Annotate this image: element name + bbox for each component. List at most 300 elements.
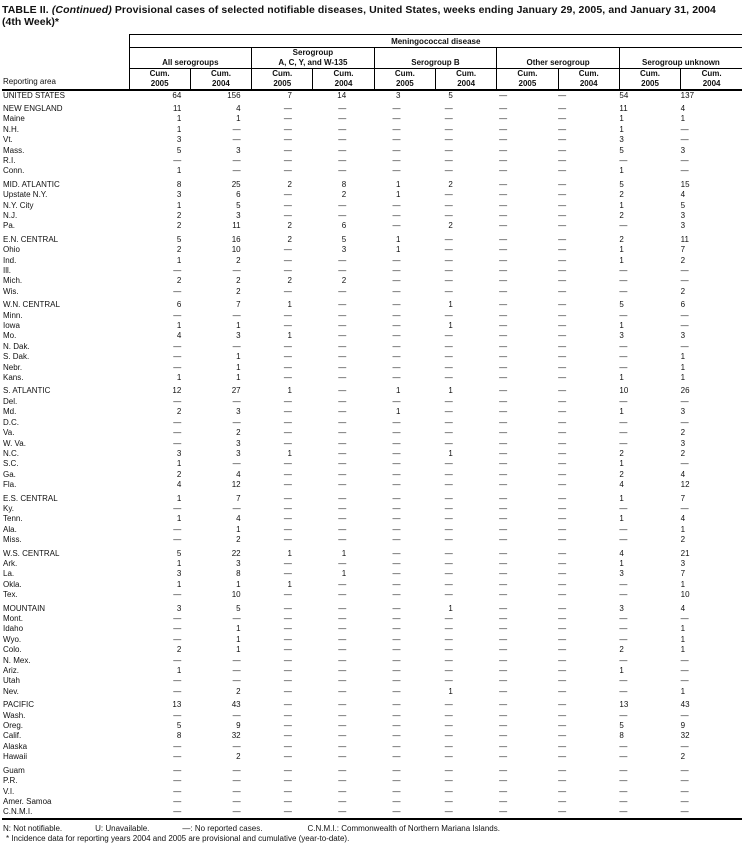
table-row xyxy=(2,407,742,417)
value-cell: — xyxy=(283,124,292,134)
value-cell: — xyxy=(392,796,401,806)
value-cell: — xyxy=(444,480,453,490)
footnote: * Incidence data for reporting years 2004 and 2005 are provisional and cumulative (year-to-date). xyxy=(6,833,350,843)
value-cell: — xyxy=(499,666,508,676)
value-cell: — xyxy=(558,341,567,351)
value-cell: 1 xyxy=(619,166,624,176)
value-cell: — xyxy=(558,310,567,320)
value-cell: — xyxy=(283,569,292,579)
value-cell: — xyxy=(283,503,292,513)
table-row xyxy=(2,439,742,449)
table-row xyxy=(2,614,742,624)
value-cell: 12 xyxy=(231,480,241,490)
value-cell: 22 xyxy=(231,548,241,558)
value-cell: — xyxy=(338,590,347,600)
value-cell: — xyxy=(558,155,567,165)
value-cell: — xyxy=(392,155,401,165)
continued-label: (Continued) xyxy=(51,4,115,16)
value-cell: — xyxy=(558,362,567,372)
value-cell: — xyxy=(283,590,292,600)
value-cell: 1 xyxy=(236,362,241,372)
value-cell: — xyxy=(392,535,401,545)
value-cell: 7 xyxy=(680,569,686,579)
value-cell: 9 xyxy=(236,721,241,731)
value-cell: — xyxy=(392,655,401,665)
value-cell: — xyxy=(338,321,347,331)
value-cell: 1 xyxy=(619,255,624,265)
value-cell: 10 xyxy=(231,245,241,255)
cum-label: Cum. xyxy=(640,69,661,79)
reporting-area-cell: Utah xyxy=(3,676,20,686)
value-cell: — xyxy=(338,655,347,665)
reporting-area-cell: Ohio xyxy=(3,245,20,255)
table-row xyxy=(2,580,742,590)
value-cell: 3 xyxy=(236,145,241,155)
value-cell: — xyxy=(392,645,401,655)
table-row xyxy=(2,156,742,166)
value-cell: — xyxy=(558,438,567,448)
value-cell: — xyxy=(338,331,347,341)
year-label: 2005 xyxy=(273,78,292,88)
value-cell: 2 xyxy=(176,245,182,255)
value-cell: — xyxy=(499,579,508,589)
value-cell: — xyxy=(283,438,292,448)
value-cell: — xyxy=(619,590,628,600)
value-cell: — xyxy=(232,503,241,513)
value-cell: — xyxy=(499,255,508,265)
value-cell: — xyxy=(283,245,292,255)
value-cell: — xyxy=(444,155,453,165)
value-cell: — xyxy=(338,135,347,145)
legend-item: N: Not notifiable. xyxy=(3,823,63,833)
value-cell: 43 xyxy=(231,700,241,710)
region-row xyxy=(2,491,742,504)
value-cell: — xyxy=(619,438,628,448)
value-cell: 5 xyxy=(236,200,241,210)
value-cell: 1 xyxy=(680,373,686,383)
value-cell: 1 xyxy=(619,200,624,210)
value-cell: 3 xyxy=(680,210,686,220)
value-cell: — xyxy=(173,286,182,296)
year-label: 2004 xyxy=(702,78,721,88)
value-cell: — xyxy=(444,614,453,623)
value-cell: 6 xyxy=(680,300,686,310)
value-cell: 2 xyxy=(619,210,624,220)
value-cell: — xyxy=(173,741,182,751)
value-cell: — xyxy=(392,579,401,589)
value-cell: — xyxy=(444,535,453,545)
value-cell: — xyxy=(499,386,508,396)
reporting-area-cell: Ga. xyxy=(3,469,16,479)
value-cell: — xyxy=(619,352,628,362)
value-cell: — xyxy=(232,166,241,176)
value-cell: — xyxy=(283,731,292,741)
value-cell: — xyxy=(435,807,496,818)
value-cell: 1 xyxy=(619,245,624,255)
table-row xyxy=(2,459,742,469)
value-cell: 8 xyxy=(341,179,347,189)
value-cell: 11 xyxy=(680,234,689,244)
reporting-area-cell: Okla. xyxy=(3,579,22,589)
value-cell: — xyxy=(283,407,292,417)
value-cell: — xyxy=(444,579,453,589)
table-row xyxy=(2,635,742,645)
value-cell: 2 xyxy=(287,234,292,244)
region-row xyxy=(2,383,742,396)
value-cell: — xyxy=(338,266,347,275)
value-cell: — xyxy=(173,503,182,513)
value-cell: — xyxy=(499,428,508,438)
value-cell: — xyxy=(338,341,347,351)
value-cell: 6 xyxy=(341,221,347,231)
value-cell: — xyxy=(558,796,567,806)
reporting-area-cell: Oreg. xyxy=(3,721,24,731)
value-cell: — xyxy=(619,786,628,796)
cum-year-header xyxy=(190,69,251,90)
value-cell: — xyxy=(338,255,347,265)
reporting-area-cell: Nev. xyxy=(3,686,19,696)
value-cell: 1 xyxy=(287,448,292,458)
value-cell: — xyxy=(338,469,347,479)
value-cell: — xyxy=(338,373,347,383)
table-row xyxy=(2,731,742,741)
reporting-area-cell: Ark. xyxy=(3,558,18,568)
value-cell: — xyxy=(444,752,453,762)
value-cell: — xyxy=(283,721,292,731)
group-label-line1: Serogroup xyxy=(292,48,334,57)
table-row xyxy=(2,721,742,731)
table-row xyxy=(2,624,742,634)
value-cell: — xyxy=(444,210,453,220)
value-cell: 2 xyxy=(680,535,686,545)
reporting-area-cell: V.I. xyxy=(3,786,15,796)
value-cell: — xyxy=(173,155,182,165)
value-cell: — xyxy=(444,700,453,710)
value-cell: 10 xyxy=(680,590,690,600)
value-cell: — xyxy=(680,310,689,320)
value-cell: 1 xyxy=(448,386,453,396)
reporting-area-cell: Tex. xyxy=(3,590,18,600)
value-cell: 32 xyxy=(680,731,690,741)
value-cell: — xyxy=(444,166,453,176)
reporting-area-cell: Upstate N.Y. xyxy=(3,190,48,200)
value-cell: 2 xyxy=(236,686,241,696)
value-cell: — xyxy=(338,686,347,696)
table-row xyxy=(2,221,742,231)
table-row xyxy=(2,645,742,655)
cum-year-header xyxy=(129,69,190,90)
cum-year-header xyxy=(681,69,742,90)
value-cell: — xyxy=(558,548,567,558)
table-row xyxy=(2,797,742,807)
table-row xyxy=(2,418,742,428)
reporting-area-cell: Iowa xyxy=(3,321,20,331)
value-cell: — xyxy=(444,135,453,145)
value-cell: — xyxy=(283,396,292,406)
value-cell: — xyxy=(680,266,689,275)
value-cell: — xyxy=(283,655,292,665)
value-cell: — xyxy=(619,676,628,686)
value-cell: — xyxy=(338,103,347,113)
value-cell: — xyxy=(499,634,508,644)
cum-label: Cum. xyxy=(456,69,477,79)
value-cell: 5 xyxy=(619,145,624,155)
table-row xyxy=(2,711,742,721)
column-group-acyw135 xyxy=(252,48,375,69)
cum-year-header xyxy=(252,69,313,90)
value-cell: — xyxy=(232,796,241,806)
value-cell: — xyxy=(283,103,292,113)
value-cell: — xyxy=(338,721,347,731)
value-cell: — xyxy=(444,558,453,568)
value-cell: 2 xyxy=(341,190,347,200)
value-cell: — xyxy=(283,362,292,372)
value-cell: — xyxy=(173,417,182,427)
value-cell: 4 xyxy=(680,514,686,524)
value-cell: — xyxy=(338,624,347,634)
value-cell: — xyxy=(499,114,508,124)
value-cell: 3 xyxy=(236,210,241,220)
value-cell: — xyxy=(392,114,401,124)
value-cell: — xyxy=(338,286,347,296)
value-cell: — xyxy=(392,321,401,331)
value-cell: — xyxy=(232,710,241,720)
year-label: 2004 xyxy=(457,78,476,88)
value-cell: 11 xyxy=(619,103,628,113)
value-cell: — xyxy=(444,493,453,503)
table-row xyxy=(2,373,742,383)
reporting-area-cell: N. Mex. xyxy=(3,655,31,665)
value-cell: — xyxy=(558,765,567,775)
cum-label: Cum. xyxy=(210,69,231,79)
value-cell: — xyxy=(680,796,689,806)
value-cell: — xyxy=(283,741,292,751)
value-cell: — xyxy=(232,341,241,351)
table-row xyxy=(2,287,742,297)
reporting-area-cell: Idaho xyxy=(3,624,24,634)
table-row xyxy=(2,559,742,569)
value-cell: 1 xyxy=(396,386,401,396)
value-cell: — xyxy=(444,331,453,341)
table-row xyxy=(2,687,742,697)
value-cell: — xyxy=(392,145,401,155)
value-cell: 4 xyxy=(680,603,686,613)
value-cell: — xyxy=(392,300,401,310)
value-cell: — xyxy=(444,514,453,524)
value-cell: 1 xyxy=(236,645,241,655)
value-cell: — xyxy=(338,155,347,165)
reporting-area-cell: Pa. xyxy=(3,221,16,231)
value-cell: — xyxy=(392,428,401,438)
value-cell: 3 xyxy=(341,245,347,255)
value-cell: — xyxy=(499,448,508,458)
value-cell: 4 xyxy=(176,480,182,490)
value-cell: — xyxy=(338,796,347,806)
region-row xyxy=(2,232,742,245)
value-cell: — xyxy=(283,469,292,479)
value-cell: — xyxy=(283,166,292,176)
value-cell: 8 xyxy=(236,569,241,579)
value-cell: — xyxy=(338,558,347,568)
value-cell: — xyxy=(558,221,567,231)
reporting-area-cell: MID. ATLANTIC xyxy=(3,179,60,189)
value-cell: — xyxy=(392,373,401,383)
value-cell: — xyxy=(499,700,508,710)
table-row xyxy=(2,146,742,156)
value-cell: 5 xyxy=(176,548,182,558)
legend xyxy=(2,824,740,834)
table-row xyxy=(2,201,742,211)
value-cell: — xyxy=(283,155,292,165)
region-row xyxy=(2,297,742,310)
value-cell: 2 xyxy=(176,276,182,286)
value-cell: — xyxy=(232,614,241,623)
value-cell: — xyxy=(444,710,453,720)
value-cell: 1 xyxy=(396,190,401,200)
value-cell: — xyxy=(232,310,241,320)
value-cell: — xyxy=(558,145,567,155)
value-cell: — xyxy=(392,448,401,458)
value-cell: — xyxy=(338,114,347,124)
value-cell: — xyxy=(392,624,401,634)
value-cell: — xyxy=(232,396,241,406)
value-cell: — xyxy=(283,634,292,644)
value-cell: — xyxy=(338,614,347,623)
value-cell: — xyxy=(283,765,292,775)
value-cell: — xyxy=(619,221,628,231)
value-cell: 5 xyxy=(176,234,182,244)
value-cell: — xyxy=(680,276,689,286)
value-cell: — xyxy=(558,276,567,286)
value-cell: — xyxy=(558,666,567,676)
table-row xyxy=(2,656,742,666)
value-cell: — xyxy=(283,614,292,623)
table-row xyxy=(2,245,742,255)
reporting-area-cell: Calif. xyxy=(3,731,22,741)
value-cell: 2 xyxy=(619,469,624,479)
value-cell: — xyxy=(499,752,508,762)
value-cell: — xyxy=(444,103,453,113)
reporting-area-cell: Alaska xyxy=(3,741,28,751)
value-cell: 2 xyxy=(236,276,241,286)
value-cell: — xyxy=(444,666,453,676)
value-cell: 7 xyxy=(287,90,292,100)
value-cell: — xyxy=(338,493,347,503)
value-cell: — xyxy=(558,459,567,469)
value-cell: — xyxy=(338,603,347,613)
value-cell: — xyxy=(680,155,689,165)
value-cell: — xyxy=(283,603,292,613)
value-cell: — xyxy=(499,469,508,479)
value-cell: 4 xyxy=(236,514,241,524)
value-cell: — xyxy=(558,179,567,189)
value-cell: 9 xyxy=(680,721,686,731)
value-cell: 1 xyxy=(341,569,347,579)
value-cell: — xyxy=(392,503,401,513)
value-cell: — xyxy=(499,796,508,806)
table-row xyxy=(2,135,742,145)
value-cell: 3 xyxy=(680,145,686,155)
value-cell: — xyxy=(173,614,182,623)
value-cell: 1 xyxy=(287,548,292,558)
value-cell: — xyxy=(338,645,347,655)
table-row xyxy=(2,449,742,459)
value-cell: — xyxy=(499,645,508,655)
table-row xyxy=(2,321,742,331)
value-cell: — xyxy=(558,721,567,731)
notifiable-disease-table xyxy=(2,34,742,820)
value-cell: 1 xyxy=(680,579,686,589)
value-cell: — xyxy=(374,807,435,818)
table-row xyxy=(2,590,742,600)
cum-year-header xyxy=(558,69,619,90)
table-row xyxy=(2,763,742,776)
value-cell: — xyxy=(232,776,241,786)
value-cell: — xyxy=(619,503,628,513)
value-cell: 1 xyxy=(680,645,686,655)
value-cell: — xyxy=(392,352,401,362)
value-cell: — xyxy=(444,645,453,655)
value-cell: — xyxy=(173,624,182,634)
value-cell: — xyxy=(444,731,453,741)
value-cell: — xyxy=(680,396,689,406)
value-cell: — xyxy=(338,710,347,720)
value-cell: 1 xyxy=(236,352,241,362)
value-cell: 1 xyxy=(176,200,182,210)
value-cell: 1 xyxy=(619,321,624,331)
reporting-area-cell: S.C. xyxy=(3,459,19,469)
table-row xyxy=(2,535,742,545)
value-cell: 1 xyxy=(448,603,453,613)
value-cell: — xyxy=(558,786,567,796)
value-cell: — xyxy=(558,590,567,600)
value-cell: — xyxy=(619,776,628,786)
value-cell: — xyxy=(558,624,567,634)
value-cell: 5 xyxy=(680,200,686,210)
value-cell: — xyxy=(392,210,401,220)
value-cell: — xyxy=(499,407,508,417)
value-cell: — xyxy=(392,731,401,741)
value-cell: — xyxy=(283,200,292,210)
value-cell: — xyxy=(392,786,401,796)
table-row xyxy=(2,752,742,762)
value-cell: 10 xyxy=(231,590,241,600)
value-cell: 2 xyxy=(341,276,347,286)
value-cell: — xyxy=(338,514,347,524)
value-cell: — xyxy=(558,234,567,244)
reporting-area-cell: C.N.M.I. xyxy=(2,807,129,818)
value-cell: — xyxy=(444,362,453,372)
table-row xyxy=(2,787,742,797)
value-cell: — xyxy=(338,731,347,741)
value-cell: 8 xyxy=(176,731,182,741)
value-cell: — xyxy=(173,796,182,806)
value-cell: — xyxy=(558,428,567,438)
value-cell: 1 xyxy=(176,124,182,134)
value-cell: — xyxy=(499,776,508,786)
value-cell: — xyxy=(444,503,453,513)
value-cell: — xyxy=(680,741,689,751)
value-cell: — xyxy=(619,396,628,406)
value-cell: 1 xyxy=(396,179,401,189)
value-cell: — xyxy=(392,469,401,479)
value-cell: — xyxy=(680,135,689,145)
value-cell: — xyxy=(444,569,453,579)
value-cell: — xyxy=(680,765,689,775)
value-cell: — xyxy=(558,710,567,720)
cum-label: Cum. xyxy=(333,69,354,79)
value-cell: — xyxy=(173,341,182,351)
